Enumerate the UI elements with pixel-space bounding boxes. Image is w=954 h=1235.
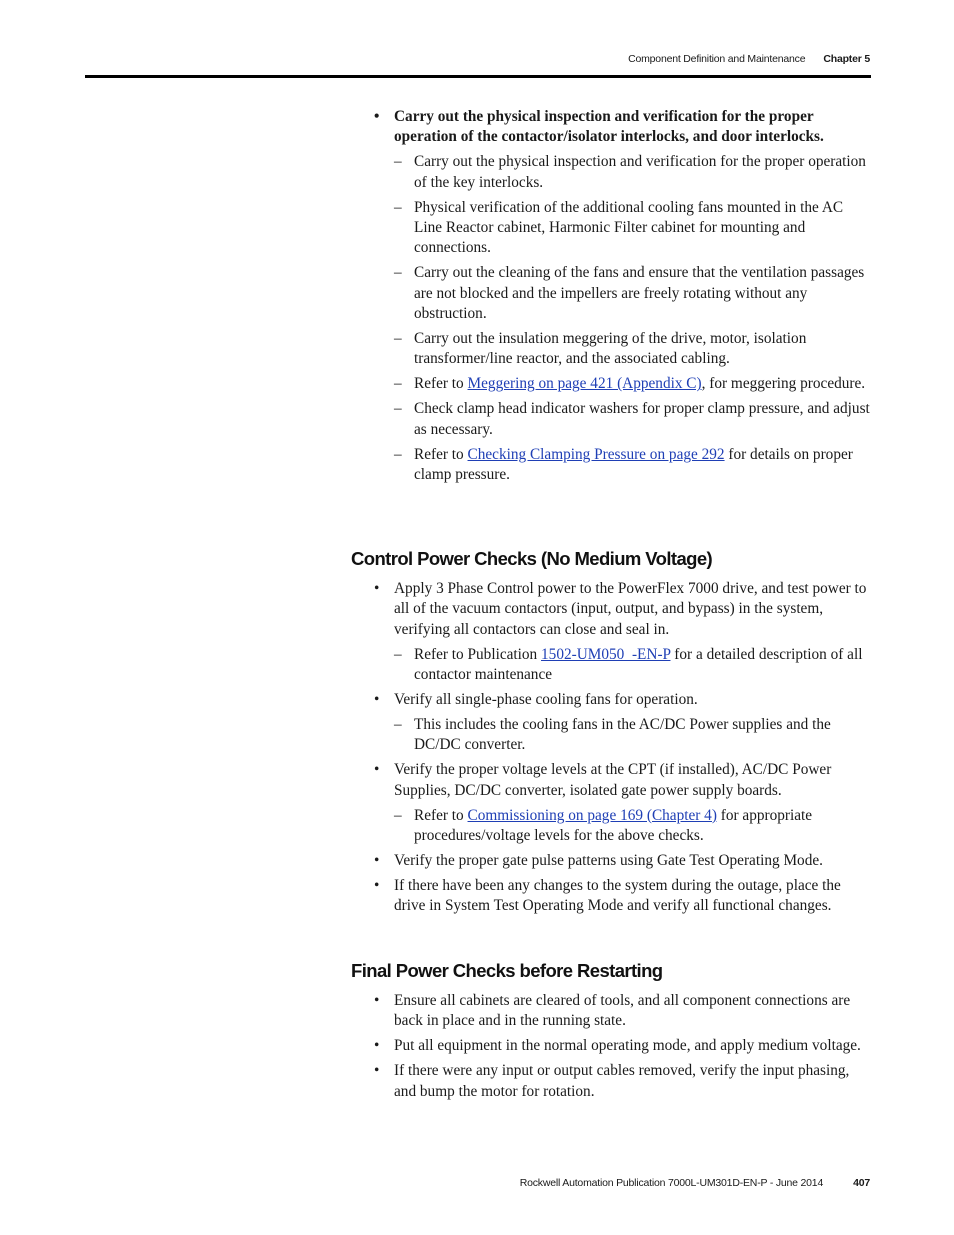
list-item: • Carry out the physical inspection and verification for the proper operation of the contactor/isolator interlocks, and door interlocks. — [351, 107, 871, 148]
page-footer — [520, 1177, 870, 1189]
section-heading: Final Power Checks before Restarting — [351, 960, 663, 981]
sub-item: – Carry out the physical inspection and verification for the proper operation of the key interlocks. — [351, 152, 871, 193]
sub-item: – Carry out the cleaning of the fans and ensure that the ventilation passages are not blocked and the impellers are freely rotating without any obstruction. — [351, 263, 871, 324]
control-power-section — [351, 547, 871, 921]
list-item: • Verify the proper gate pulse patterns using Gate Test Operating Mode. — [351, 851, 871, 871]
list-item: • Verify the proper voltage levels at the CPT (if installed), AC/DC Power Supplies, DC/DC converter, isolated gate power supply boards. — [351, 760, 871, 801]
inspection-block — [351, 107, 871, 490]
link-publication[interactable]: 1502-UM050_-EN-P — [541, 645, 671, 663]
list-item: • Verify all single-phase cooling fans for operation. — [351, 690, 871, 710]
page-number: 407 — [853, 1177, 870, 1189]
sub-item: – This includes the cooling fans in the AC/DC Power supplies and the DC/DC converter. — [351, 715, 871, 756]
link-clamping-pressure[interactable]: Checking Clamping Pressure on page 292 — [467, 445, 725, 463]
sub-item-ref: – Refer to Meggering on page 421 (Appendix C), for meggering procedure. — [351, 374, 871, 394]
sub-item: – Carry out the insulation meggering of the drive, motor, isolation transformer/line reactor, and the associated cabling. — [351, 329, 871, 370]
header-chapter: Chapter 5 — [823, 53, 870, 65]
sub-item-ref: – Refer to Commissioning on page 169 (Chapter 4) for appropriate procedures/voltage levels for the above checks. — [351, 806, 871, 847]
header-section-title: Component Definition and Maintenance — [628, 53, 806, 65]
footer-publication: Rockwell Automation Publication 7000L-UM301D-EN-P - June 2014 — [519, 1177, 824, 1189]
list-item: • Ensure all cabinets are cleared of tools, and all component connections are back in place and in the running state. — [351, 991, 871, 1032]
header-rule — [85, 75, 871, 78]
sub-item: – Check clamp head indicator washers for proper clamp pressure, and adjust as necessary. — [351, 399, 871, 440]
list-item: • If there were any input or output cables removed, verify the input phasing, and bump the motor for rotation. — [351, 1061, 871, 1102]
list-item: • Put all equipment in the normal operating mode, and apply medium voltage. — [351, 1036, 871, 1056]
sub-item-ref: – Refer to Checking Clamping Pressure on page 292 for details on proper clamp pressure. — [351, 445, 871, 486]
link-meggering[interactable]: Meggering on page 421 (Appendix C) — [467, 375, 702, 393]
list-item: • Apply 3 Phase Control power to the PowerFlex 7000 drive, and test power to all of the vacuum contactors (input, output, and bypass) in the system, verifying all contactors can close and seal in. — [351, 579, 871, 640]
final-power-section — [351, 959, 871, 1107]
sub-item-ref: – Refer to Publication 1502-UM050_-EN-P for a detailed description of all contactor maintenance — [351, 645, 871, 686]
link-commissioning[interactable]: Commissioning on page 169 (Chapter 4) — [467, 806, 717, 824]
sub-item: – Physical verification of the additional cooling fans mounted in the AC Line Reactor cabinet, Harmonic Filter cabinet for mounting and connections. — [351, 198, 871, 259]
section-heading: Control Power Checks (No Medium Voltage) — [351, 548, 713, 569]
running-header — [628, 53, 870, 65]
list-item: • If there have been any changes to the system during the outage, place the drive in System Test Operating Mode and verify all functional changes. — [351, 876, 871, 917]
